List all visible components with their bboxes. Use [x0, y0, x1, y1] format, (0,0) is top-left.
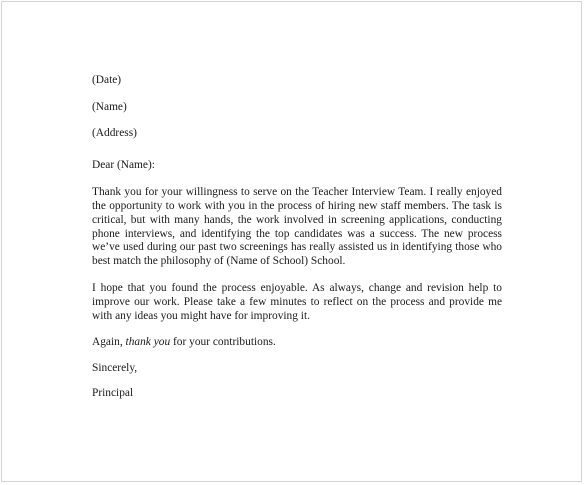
closing-line-emphasis: thank you: [125, 336, 171, 349]
closing-line: [92, 336, 502, 350]
paragraph-feedback-request: I hope that you found the process enjoyable. As always, change and revision help to improve our work. Please take a few minutes to reflect on the process and provide me with any ideas you might have for improving it.: [92, 281, 502, 322]
paragraph-thanks: Thank you for your willingness to serve on the Teacher Interview Team. I really enjoyed the opportunity to work with you in the process of hiring new staff members. The task is critical, but with many hands, the work involved in screening applications, conducting phone interviews, and identifying the top candidates was a success. The new process we’ve used during our past two screenings has really assisted us in identifying those who best match the philosophy of (Name of School) School.: [92, 186, 502, 268]
document-page: [1, 1, 582, 482]
sign-off: Sincerely,: [92, 362, 138, 375]
closing-line-end: for your contributions.: [170, 336, 276, 349]
address-line: (Address): [92, 126, 137, 139]
signature: Principal: [92, 386, 134, 399]
recipient-name-line: (Name): [92, 100, 127, 113]
date-line: (Date): [92, 74, 122, 86]
salutation: Dear (Name):: [92, 159, 155, 172]
closing-line-start: Again,: [92, 336, 126, 349]
letter-body: [92, 74, 502, 401]
